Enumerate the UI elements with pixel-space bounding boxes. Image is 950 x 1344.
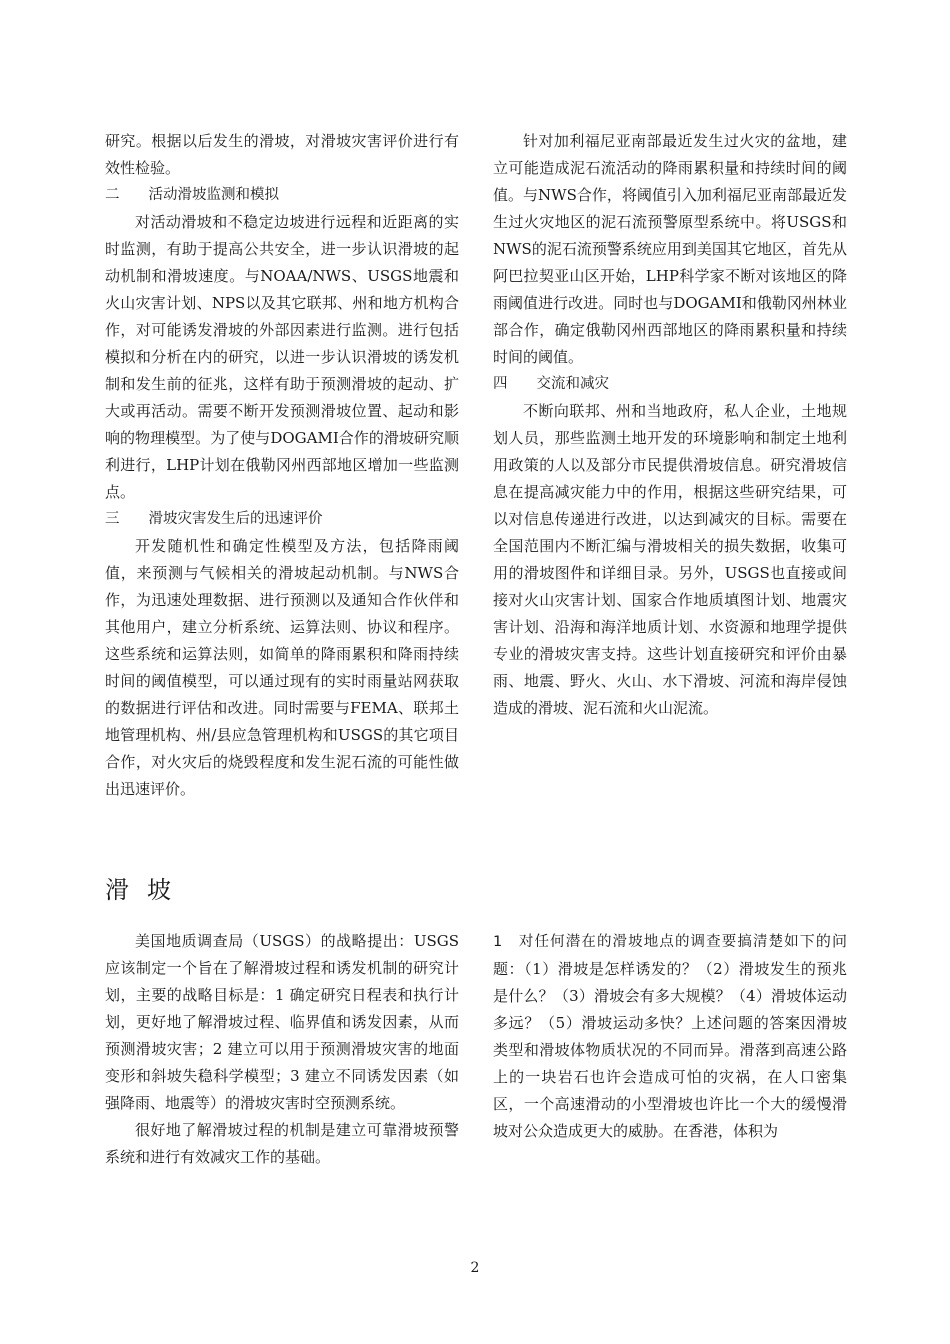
heading-number: 四 xyxy=(493,376,508,392)
heading-number: 三 xyxy=(105,511,120,527)
paragraph: 对活动滑坡和不稳定边坡进行远程和近距离的实时监测，有助于提高公共安全，进一步认识滑坡的起动机制和滑坡速度。与NOAA/NWS、USGS地震和火山灾害计划、NPS以及其它联邦、州和地方机构合作，对可能诱发滑坡的外部因素进行监测。进行包括模拟和分析在内的研究，以进一步认识滑坡的诱发机制和发生前的征兆，这样有助于预测滑坡的起动、扩大或再活动。需要不断开发预测滑坡位置、起动和影响的物理模型。为了使与DOGAMI合作的滑坡研究顺利进行，LHP计划在俄勒冈州西部地区增加一些监测点。 xyxy=(105,213,459,501)
paragraph: 美国地质调查局（USGS）的战略提出：USGS应该制定一个旨在了解滑坡过程和诱发机制的研究计划，主要的战略目标是：1 确定研究日程表和执行计划，更好地了解滑坡过程、临界值和诱发因素，从而预测滑坡灾害；2 建立可以用于预测滑坡灾害的地面变形和斜坡失稳科学模型；3 建立不同诱发因素（如强降雨、地震等）的滑坡灾害时空预测系统。 xyxy=(105,932,459,1112)
paragraph: 研究。根据以后发生的滑坡，对滑坡灾害评价进行有效性检验。 xyxy=(105,132,459,177)
section-title: 滑坡 xyxy=(105,876,189,904)
paragraph: 很好地了解滑坡过程的机制是建立可靠滑坡预警系统和进行有效减灾工作的基础。 xyxy=(105,1121,459,1166)
numbered-text: 下的问题：（1）滑坡是怎样诱发的？（2）滑坡发生的预兆是什么？（3）滑坡会有多大规模？（4）滑坡体运动多远？（5）滑坡运动多快？上述问题的答案因滑坡类型和滑坡体物质状况的不同而异。滑落到高速公路上的一块岩石也许会造成可怕的灾祸，在人口密集区，一个高速滑动的小型滑坡也许比一个大的缓慢滑坡对公众造成更大的威胁。在香港，体积为 xyxy=(493,932,847,1140)
section-heading-2 xyxy=(105,182,459,209)
paragraph: 不断向联邦、州和当地政府，私人企业，土地规划人员，那些监测土地开发的环境影响和制定土地利用政策的人以及部分市民提供滑坡信息。研究滑坡信息在提高减灾能力中的作用，根据这些研究结果，可以对信息传递进行改进，以达到减灾的目标。需要在全国范围内不断汇编与滑坡相关的损失数据，收集可用的滑坡图件和详细目录。另外，USGS也直接或间接对火山灾害计划、国家合作地质填图计划、地震灾害计划、沿海和海洋地质计划、水资源和地理学提供专业的滑坡灾害支持。这些计划直接研究和评价由暴雨、地震、野火、火山、水下滑坡、河流和海岸侵蚀造成的滑坡、泥石流和火山泥流。 xyxy=(493,402,847,717)
column-top-right xyxy=(493,128,847,722)
heading-number: 二 xyxy=(105,187,120,203)
column-bottom-left xyxy=(105,928,459,1171)
heading-title: 交流和减灾 xyxy=(536,376,609,392)
numbered-paragraph xyxy=(493,928,847,1145)
paragraph: 针对加利福尼亚南部最近发生过火灾的盆地，建立可能造成泥石流活动的降雨累积量和持续时间的阈值。与NWS合作，将阈值引入加利福尼亚南部最近发生过火灾地区的泥石流预警原型系统中。将USGS和NWS的泥石流预警系统应用到美国其它地区，首先从阿巴拉契亚山区开始，LHP科学家不断对该地区的降雨阈值进行改进。同时也与DOGAMI和俄勒冈州林业部合作，确定俄勒冈州西部地区的降雨累积量和持续时间的阈值。 xyxy=(493,132,847,366)
heading-title: 滑坡灾害发生后的迅速评价 xyxy=(148,511,323,527)
column-top-left xyxy=(105,128,459,803)
paragraph: 开发随机性和确定性模型及方法，包括降雨阈值，来预测与气候相关的滑坡起动机制。与NWS合作，为迅速处理数据、进行预测以及通知合作伙伴和其他用户，建立分析系统、运算法则、协议和程序。这些系统和运算法则，如简单的降雨累积和降雨持续时间的阈值模型，可以通过现有的实时雨量站网获取的数据进行评估和改进。同时需要与FEMA、联邦土地管理机构、州/县应急管理机构和USGS的其它项目合作，对火灾后的烧毁程度和发生泥石流的可能性做出迅速评价。 xyxy=(105,537,459,798)
section-heading-3 xyxy=(105,506,459,533)
section-heading-4 xyxy=(493,371,847,398)
heading-title: 活动滑坡监测和模拟 xyxy=(148,187,279,203)
page-number: 2 xyxy=(470,1260,480,1276)
numbered-lead: 1 对任何潜在的滑坡地点的调查要搞清楚如 xyxy=(493,934,800,950)
column-bottom-right xyxy=(493,928,847,1145)
